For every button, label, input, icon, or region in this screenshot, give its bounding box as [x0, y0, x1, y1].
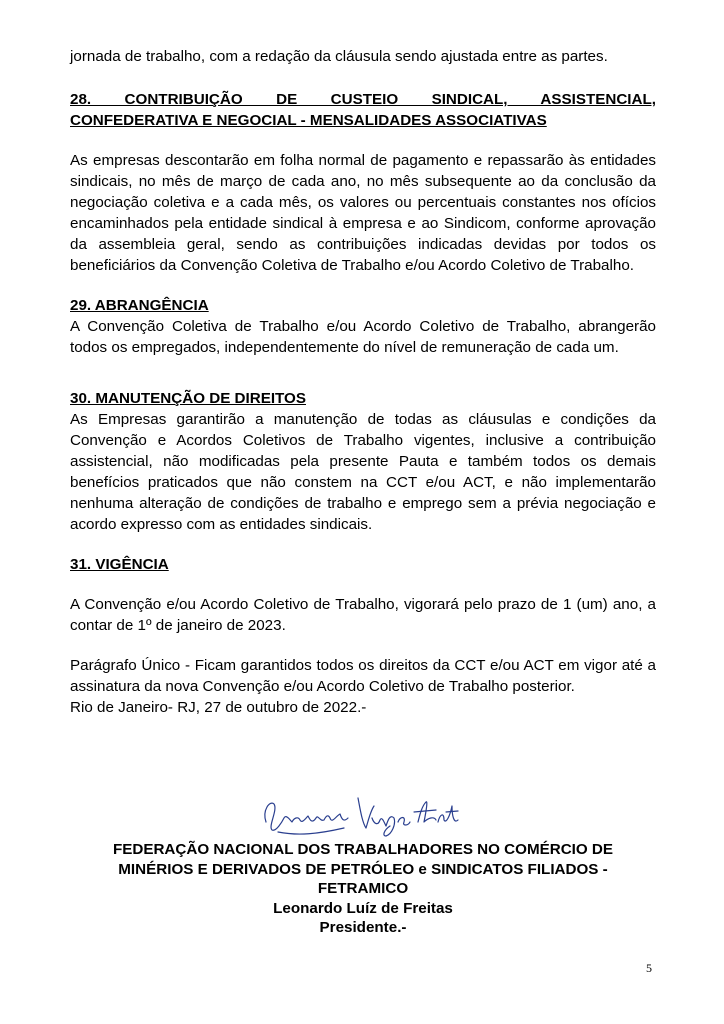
continuation-paragraph: jornada de trabalho, com a redação da cláusula sendo ajustada entre as partes.: [70, 48, 608, 65]
section-30-paragraph: As Empresas garantirão a manutenção de todas as cláusulas e condições da Convenção e Acordos Coletivos de Trabalho vigentes, inclusive a contribuição assistencial, não modificadas pela presente Pauta e também todos os demais benefícios praticados que não constem na CCT e/ou ACT, e não implementarão nenhuma alteração de condições de trabalho e emprego sem a prévia negociação e acordo expresso com as entidades sindicais.: [70, 411, 656, 533]
section-29-heading: 29. ABRANGÊNCIA: [70, 297, 209, 314]
section-28-heading-line1: 28. CONTRIBUIÇÃO DE CUSTEIO SINDICAL, ASSISTENCIAL,: [70, 91, 656, 108]
date-line: Rio de Janeiro- RJ, 27 de outubro de 2022.-: [70, 699, 367, 716]
signatory-title: Presidente.-: [319, 919, 407, 936]
section-28-paragraph: As empresas descontarão em folha normal de pagamento e repassarão às entidades sindicais, no mês de março de cada ano, no mês subsequente ao da conclusão da negociação coletiva e a cada mês, os valores ou percentuais constantes nos ofícios encaminhados pela entidade sindical à empresa e ao Sindicom, conforme aprovação da assembleia geral, sendo as contribuições indicadas devidas por todos os beneficiários da Convenção Coletiva de Trabalho e/ou Acordo Coletivo de Trabalho.: [70, 152, 656, 274]
signatory-name: Leonardo Luíz de Freitas: [273, 899, 453, 917]
federation-name-line1: FEDERAÇÃO NACIONAL DOS TRABALHADORES NO COMÉRCIO DE: [112, 841, 614, 858]
section-29-paragraph: A Convenção Coletiva de Trabalho e/ou Acordo Coletivo de Trabalho, abrangerão todos os empregados, independentemente do nível de remuneração de cada um.: [70, 318, 656, 356]
section-31-paragraph: A Convenção e/ou Acordo Coletivo de Trabalho, vigorará pelo prazo de 1 (um) ano, a contar de 1º de janeiro de 2023.: [70, 596, 656, 634]
page-number: 5: [646, 961, 652, 975]
federation-name-line2: MINÉRIOS E DERIVADOS DE PETRÓLEO e SINDICATOS FILIADOS -: [118, 860, 608, 878]
sole-paragraph: Parágrafo Único - Ficam garantidos todos os direitos da CCT e/ou ACT em vigor até a assinatura da nova Convenção e/ou Acordo Coletivo de Trabalho posterior.: [70, 657, 656, 695]
handwritten-signature: [258, 792, 468, 842]
page-content: [70, 46, 656, 718]
section-28-heading: [70, 89, 656, 131]
section-28-heading-line2: CONFEDERATIVA E NEGOCIAL - MENSALIDADES ASSOCIATIVAS: [70, 112, 547, 129]
section-31-heading: 31. VIGÊNCIA: [70, 556, 169, 573]
section-30-heading: 30. MANUTENÇÃO DE DIREITOS: [70, 390, 306, 407]
signature-block: [70, 840, 656, 938]
federation-acronym: FETRAMICO: [317, 880, 409, 897]
